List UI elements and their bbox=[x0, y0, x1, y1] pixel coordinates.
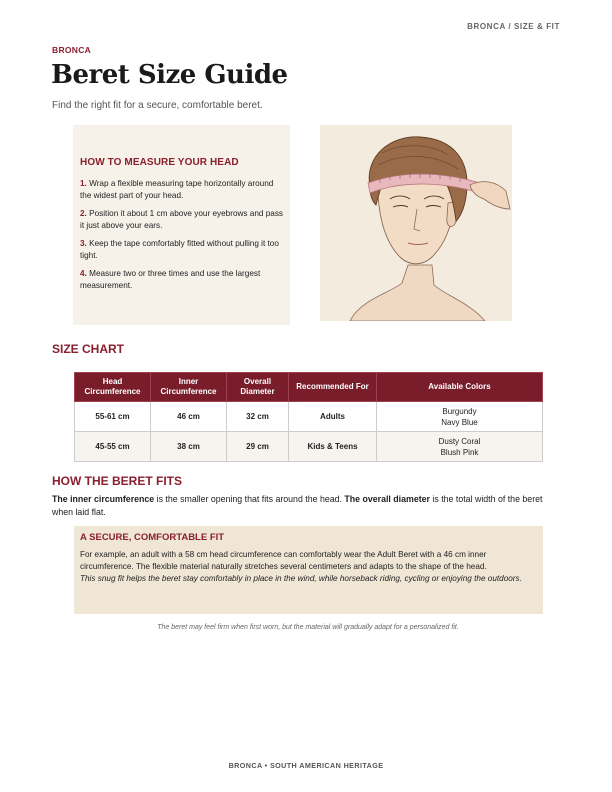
term-overall-diameter: The overall diameter bbox=[344, 494, 430, 504]
step-text: Measure two or three times and use the largest measurement. bbox=[80, 269, 261, 290]
secure-fit-heading: A SECURE, COMFORTABLE FIT bbox=[80, 532, 225, 543]
step-text: Position it about 1 cm above your eyebrows and pass it just above your ears. bbox=[80, 209, 284, 230]
step-number: 3. bbox=[80, 239, 87, 248]
measure-step bbox=[80, 238, 283, 262]
column-header: Recommended For bbox=[289, 373, 377, 402]
color-option: Burgundy bbox=[442, 406, 477, 416]
column-header: Overall Diameter bbox=[227, 373, 289, 402]
head-measuring-tape-illustration bbox=[320, 125, 512, 321]
cell-inner-circumference: 38 cm bbox=[151, 432, 227, 462]
footer: BRONCA • SOUTH AMERICAN HERITAGE bbox=[228, 761, 384, 770]
breadcrumb: BRONCA / SIZE & FIT bbox=[467, 22, 560, 31]
step-text: Keep the tape comfortably fitted without pulling it too tight. bbox=[80, 239, 279, 260]
step-number: 2. bbox=[80, 209, 87, 218]
cell-overall-diameter: 29 cm bbox=[227, 432, 289, 462]
column-header: Head Circumference bbox=[75, 373, 151, 402]
column-header: Inner Circumference bbox=[151, 373, 227, 402]
size-chart-table bbox=[74, 372, 543, 462]
table-row bbox=[75, 432, 543, 462]
page-subtitle: Find the right fit for a secure, comfortable beret. bbox=[52, 100, 263, 111]
table-row bbox=[75, 402, 543, 432]
fits-heading: HOW THE BERET FITS bbox=[52, 474, 182, 488]
fit-note: The beret may feel firm when first worn, but the material will gradually adapt for a personalized fit. bbox=[157, 624, 459, 631]
color-option: Navy Blue bbox=[441, 417, 478, 427]
cell-available-colors bbox=[377, 402, 543, 432]
secure-fit-text: For example, an adult with a 58 cm head circumference can comfortably wear the Adult Beret with a 46 cm inner circumference. The flexible material naturally stretches several centimeters and adapts to the shape of the head. bbox=[80, 550, 487, 571]
cell-overall-diameter: 32 cm bbox=[227, 402, 289, 432]
secure-fit-box bbox=[74, 526, 543, 614]
step-text: Wrap a flexible measuring tape horizontally around the widest part of your head. bbox=[80, 179, 274, 200]
cell-available-colors bbox=[377, 432, 543, 462]
cell-recommended-for: Adults bbox=[289, 402, 377, 432]
page-title: Beret Size Guide bbox=[51, 60, 288, 90]
cell-head-circumference: 45-55 cm bbox=[75, 432, 151, 462]
size-chart-heading: SIZE CHART bbox=[52, 342, 124, 356]
secure-fit-italic: This snug fit helps the beret stay comfortably in place in the wind, while horseback riding, cycling or enjoying the outdoors. bbox=[80, 574, 522, 583]
brand-label: BRONCA bbox=[52, 45, 92, 55]
measure-step bbox=[80, 178, 283, 202]
measure-step bbox=[80, 208, 283, 232]
color-option: Blush Pink bbox=[440, 447, 479, 457]
step-number: 4. bbox=[80, 269, 87, 278]
term-inner-circumference: The inner circumference bbox=[52, 494, 155, 504]
step-number: 1. bbox=[80, 179, 87, 188]
measure-instructions-box bbox=[73, 125, 290, 325]
fits-description bbox=[52, 493, 564, 518]
cell-head-circumference: 55-61 cm bbox=[75, 402, 151, 432]
fits-text-2: is the total width of the beret when laid flat. bbox=[52, 494, 543, 517]
measure-step bbox=[80, 268, 283, 292]
cell-inner-circumference: 46 cm bbox=[151, 402, 227, 432]
color-option: Dusty Coral bbox=[438, 436, 481, 446]
measure-heading: HOW TO MEASURE YOUR HEAD bbox=[80, 157, 239, 168]
fits-text-1: is the smaller opening that fits around the head. bbox=[154, 494, 345, 504]
cell-recommended-for: Kids & Teens bbox=[289, 432, 377, 462]
column-header: Available Colors bbox=[377, 373, 543, 402]
table-header-row bbox=[75, 373, 543, 402]
